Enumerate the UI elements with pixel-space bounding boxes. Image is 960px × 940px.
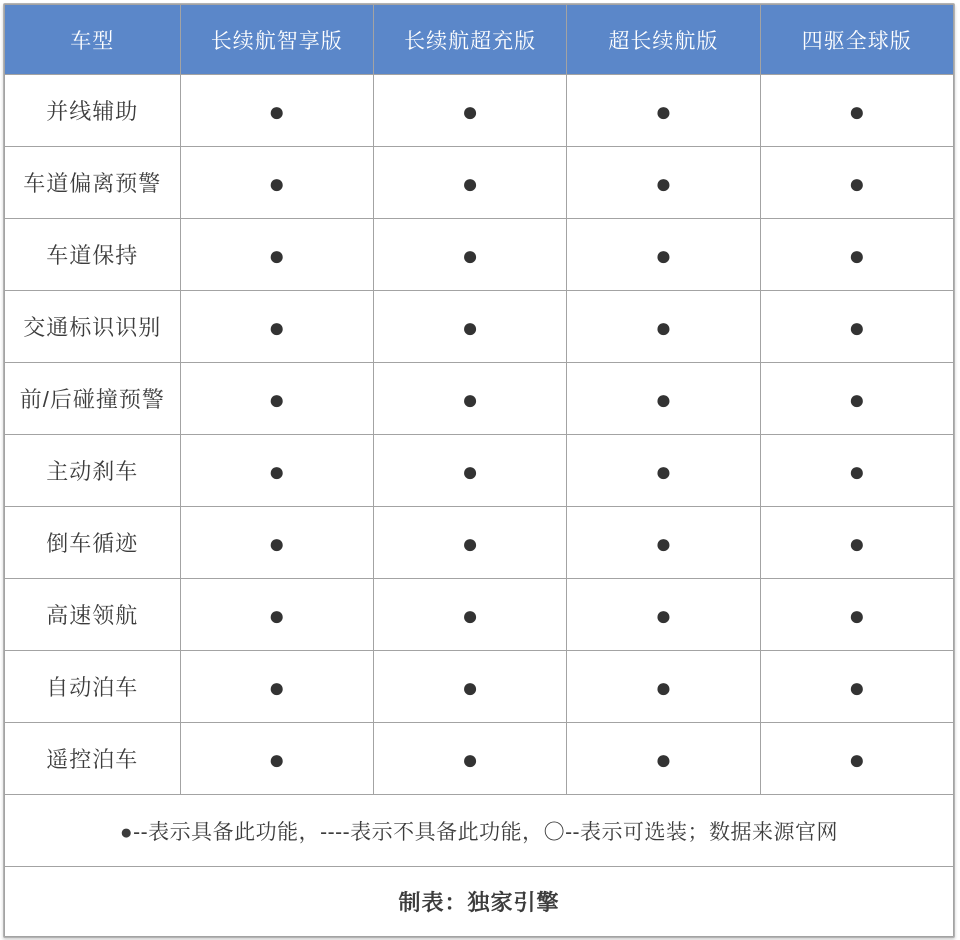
- filled-circle-icon: ●: [268, 671, 286, 703]
- feature-cell: [373, 435, 566, 507]
- feature-label: 并线辅助: [5, 75, 181, 147]
- spec-table-sheet: [3, 3, 955, 938]
- feature-cell: [760, 75, 953, 147]
- filled-circle-icon: ●: [461, 383, 479, 415]
- filled-circle-icon: ●: [268, 167, 286, 199]
- feature-label: 高速领航: [5, 579, 181, 651]
- legend-row: [5, 795, 954, 867]
- feature-label: 自动泊车: [5, 651, 181, 723]
- feature-cell: [373, 219, 566, 291]
- feature-cell: [373, 651, 566, 723]
- feature-cell: [567, 75, 760, 147]
- feature-cell: [180, 75, 373, 147]
- filled-circle-icon: ●: [461, 455, 479, 487]
- feature-cell: [180, 291, 373, 363]
- feature-cell: [180, 579, 373, 651]
- feature-cell: [567, 219, 760, 291]
- feature-label: 交通标识识别: [5, 291, 181, 363]
- feature-cell: [760, 435, 953, 507]
- feature-cell: [760, 363, 953, 435]
- filled-circle-icon: ●: [461, 671, 479, 703]
- table-row: [5, 723, 954, 795]
- filled-circle-icon: ●: [848, 239, 866, 271]
- table-row: [5, 75, 954, 147]
- feature-cell: [180, 147, 373, 219]
- filled-circle-icon: ●: [848, 167, 866, 199]
- feature-cell: [373, 723, 566, 795]
- feature-cell: [760, 219, 953, 291]
- feature-label: 车道偏离预警: [5, 147, 181, 219]
- filled-circle-icon: ●: [654, 455, 672, 487]
- filled-circle-icon: ●: [654, 743, 672, 775]
- filled-circle-icon: ●: [654, 311, 672, 343]
- filled-circle-icon: ●: [461, 95, 479, 127]
- filled-circle-icon: ●: [848, 599, 866, 631]
- feature-label: 主动刹车: [5, 435, 181, 507]
- filled-circle-icon: ●: [654, 671, 672, 703]
- filled-circle-icon: ●: [848, 383, 866, 415]
- credit-row: [5, 867, 954, 937]
- filled-circle-icon: ●: [461, 599, 479, 631]
- feature-cell: [567, 363, 760, 435]
- legend-text: ●--表示具备此功能，----表示不具备此功能，〇--表示可选装；数据来源官网: [5, 795, 954, 867]
- table-row: [5, 291, 954, 363]
- table-row: [5, 147, 954, 219]
- feature-cell: [567, 507, 760, 579]
- filled-circle-icon: ●: [654, 527, 672, 559]
- filled-circle-icon: ●: [654, 239, 672, 271]
- feature-cell: [180, 435, 373, 507]
- feature-cell: [180, 507, 373, 579]
- header-cell-trim-2: 长续航超充版: [373, 5, 566, 75]
- filled-circle-icon: ●: [461, 743, 479, 775]
- filled-circle-icon: ●: [654, 95, 672, 127]
- feature-cell: [760, 507, 953, 579]
- feature-cell: [373, 291, 566, 363]
- filled-circle-icon: ●: [848, 455, 866, 487]
- credit-text: 制表：独家引擎: [5, 867, 954, 937]
- filled-circle-icon: ●: [268, 743, 286, 775]
- feature-cell: [567, 435, 760, 507]
- filled-circle-icon: ●: [461, 311, 479, 343]
- filled-circle-icon: ●: [268, 383, 286, 415]
- feature-cell: [180, 363, 373, 435]
- feature-cell: [567, 291, 760, 363]
- filled-circle-icon: ●: [268, 599, 286, 631]
- filled-circle-icon: ●: [654, 167, 672, 199]
- filled-circle-icon: ●: [268, 527, 286, 559]
- header-cell-feature: 车型: [5, 5, 181, 75]
- filled-circle-icon: ●: [848, 95, 866, 127]
- filled-circle-icon: ●: [848, 743, 866, 775]
- feature-label: 遥控泊车: [5, 723, 181, 795]
- feature-cell: [760, 579, 953, 651]
- filled-circle-icon: ●: [848, 527, 866, 559]
- feature-cell: [180, 219, 373, 291]
- feature-cell: [760, 291, 953, 363]
- table-row: [5, 651, 954, 723]
- table-row: [5, 579, 954, 651]
- feature-label: 车道保持: [5, 219, 181, 291]
- feature-cell: [567, 147, 760, 219]
- feature-cell: [373, 579, 566, 651]
- feature-label: 倒车循迹: [5, 507, 181, 579]
- table-row: [5, 435, 954, 507]
- feature-cell: [760, 147, 953, 219]
- feature-cell: [760, 651, 953, 723]
- filled-circle-icon: ●: [268, 311, 286, 343]
- filled-circle-icon: ●: [461, 527, 479, 559]
- table-row: [5, 507, 954, 579]
- filled-circle-icon: ●: [268, 95, 286, 127]
- filled-circle-icon: ●: [654, 599, 672, 631]
- feature-cell: [760, 723, 953, 795]
- feature-label: 前/后碰撞预警: [5, 363, 181, 435]
- filled-circle-icon: ●: [268, 239, 286, 271]
- filled-circle-icon: ●: [848, 311, 866, 343]
- filled-circle-icon: ●: [461, 167, 479, 199]
- filled-circle-icon: ●: [848, 671, 866, 703]
- feature-cell: [180, 723, 373, 795]
- feature-cell: [567, 579, 760, 651]
- header-cell-trim-3: 超长续航版: [567, 5, 760, 75]
- feature-cell: [373, 507, 566, 579]
- feature-cell: [373, 363, 566, 435]
- header-cell-trim-1: 长续航智享版: [180, 5, 373, 75]
- feature-cell: [373, 147, 566, 219]
- header-row: [5, 5, 954, 75]
- trim-comparison-table: [4, 4, 954, 937]
- feature-cell: [567, 651, 760, 723]
- feature-cell: [567, 723, 760, 795]
- filled-circle-icon: ●: [654, 383, 672, 415]
- table-row: [5, 363, 954, 435]
- header-cell-trim-4: 四驱全球版: [760, 5, 953, 75]
- feature-cell: [373, 75, 566, 147]
- table-row: [5, 219, 954, 291]
- filled-circle-icon: ●: [268, 455, 286, 487]
- filled-circle-icon: ●: [461, 239, 479, 271]
- feature-cell: [180, 651, 373, 723]
